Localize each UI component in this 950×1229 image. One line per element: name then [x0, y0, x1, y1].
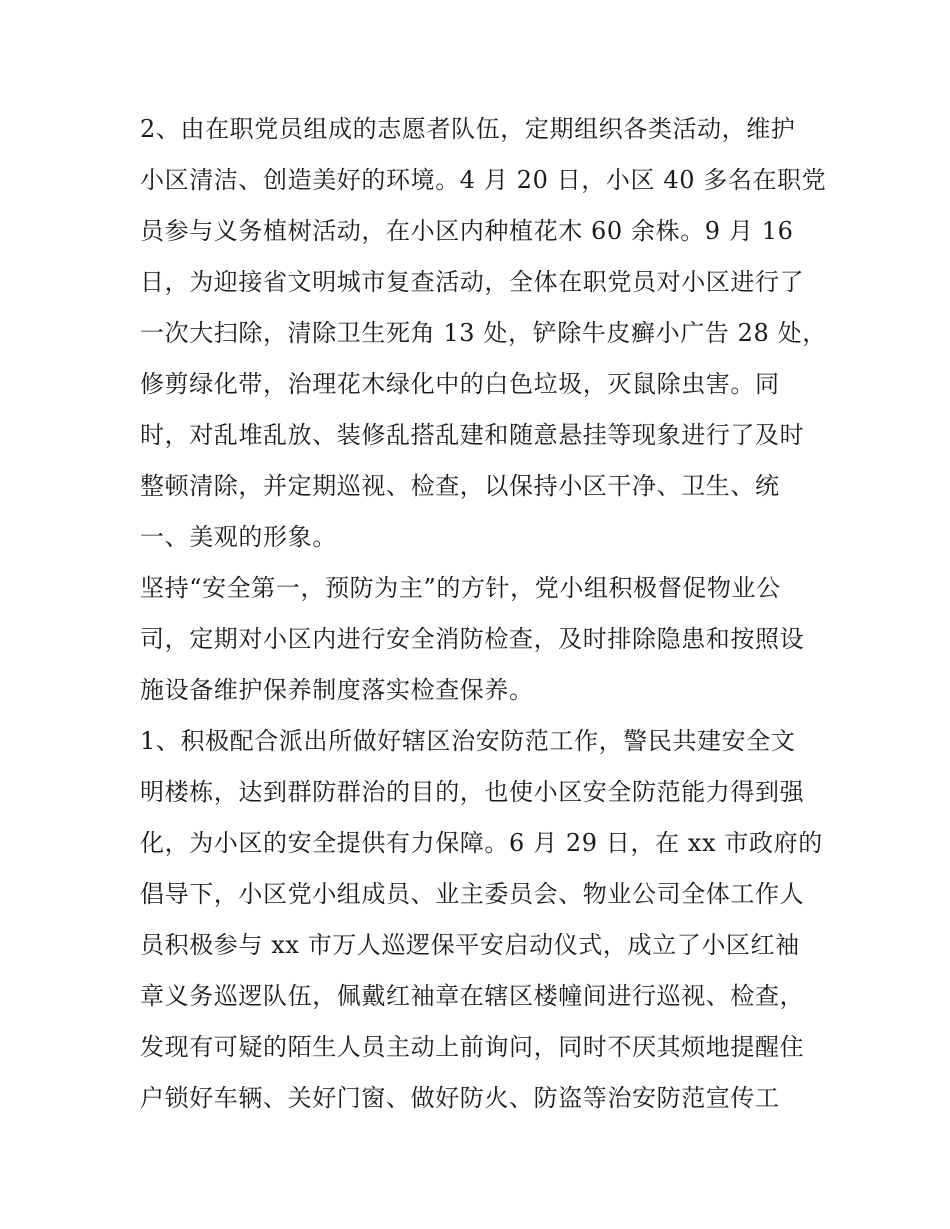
- text-line: 小区清洁、创造美好的环境。4 月 20 日，小区 40 多名在职党: [140, 166, 827, 194]
- document-body: [140, 104, 827, 1124]
- text-line: 修剪绿化带，治理花木绿化中的白色垃圾，灭鼠除虫害。同: [140, 370, 780, 398]
- text-line: 司，定期对小区内进行安全消防检查，及时排除隐患和按照设: [140, 625, 805, 653]
- text-line: 明楼栋，达到群防群治的目的，也使小区安全防范能力得到强: [140, 778, 805, 806]
- text-line: 坚持“安全第一，预防为主”的方针，党小组积极督促物业公: [140, 574, 781, 602]
- text-line: 日，为迎接省文明城市复查活动，全体在职党员对小区进行了: [140, 268, 805, 296]
- text-line: 时，对乱堆乱放、装修乱搭乱建和随意悬挂等现象进行了及时: [140, 421, 805, 449]
- text-line: 整顿清除，并定期巡视、检查，以保持小区干净、卫生、统: [140, 472, 780, 500]
- text-line: 发现有可疑的陌生人员主动上前询问，同时不厌其烦地提醒住: [140, 1033, 805, 1061]
- text-line: 1、积极配合派出所做好辖区治安防范工作，警民共建安全文: [140, 727, 796, 755]
- text-line: 章义务巡逻队伍，佩戴红袖章在辖区楼幢间进行巡视、检查，: [140, 982, 805, 1010]
- text-line: 一、美观的形象。: [140, 523, 337, 551]
- text-line: 员参与义务植树活动，在小区内种植花木 60 余株。9 月 16: [140, 217, 794, 245]
- text-line: 化，为小区的安全提供有力保障。6 月 29 日，在 xx 市政府的: [140, 829, 823, 857]
- text-line: 户锁好车辆、关好门窗、做好防火、防盗等治安防范宣传工: [140, 1084, 780, 1112]
- text-line: 2、由在职党员组成的志愿者队伍，定期组织各类活动，维护: [140, 115, 796, 143]
- text-line: 施设备维护保养制度落实检查保养。: [140, 676, 534, 704]
- text-line: 倡导下，小区党小组成员、业主委员会、物业公司全体工作人: [140, 880, 805, 908]
- text-line: 一次大扫除，清除卫生死角 13 处，铲除牛皮癣小广告 28 处，: [140, 319, 827, 347]
- text-line: 员积极参与 xx 市万人巡逻保平安启动仪式，成立了小区红袖: [140, 931, 800, 959]
